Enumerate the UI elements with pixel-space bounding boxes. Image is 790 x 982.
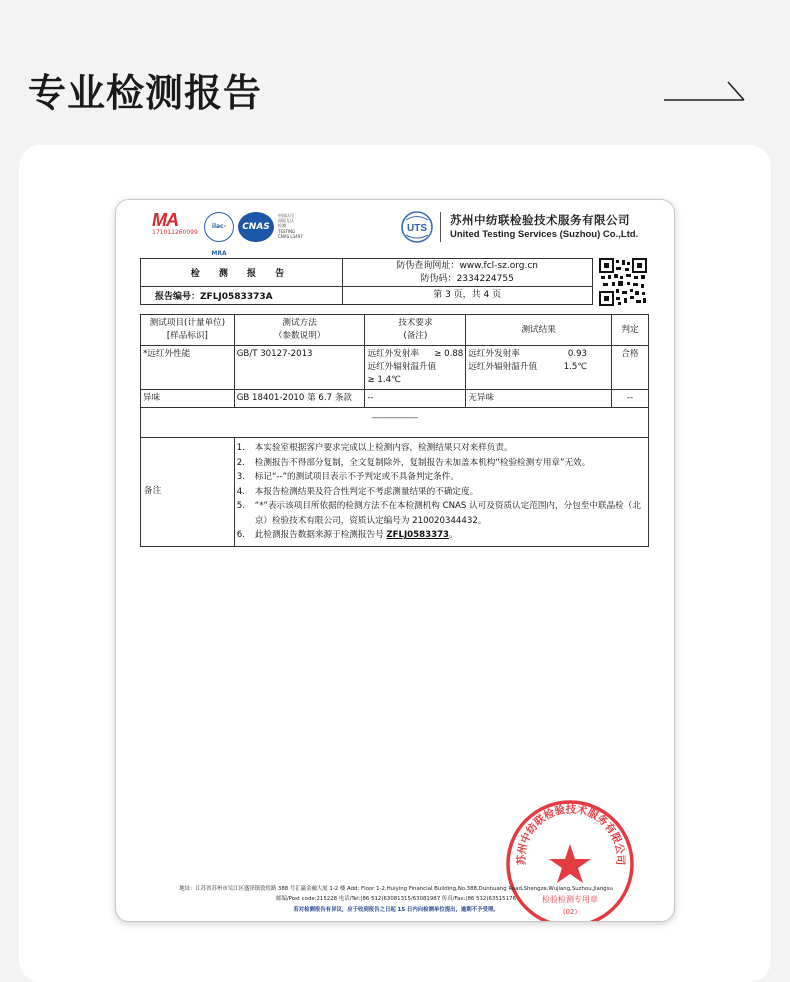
anti-fake-info: 防伪查询网址：www.fcl-sz.org.cn 防伪码：2334224755 — [342, 259, 592, 287]
certification-logos — [152, 210, 342, 257]
ilac-mra-logo: ilac-MRA — [204, 212, 234, 242]
report-title: 检 测 报 告 — [141, 259, 343, 287]
cnas-logo: CNAS — [238, 212, 274, 242]
table-row — [141, 390, 649, 408]
row-verdict: -- — [612, 390, 649, 408]
logo-separator — [440, 212, 441, 242]
arrow-right-icon[interactable] — [664, 78, 746, 104]
col-header-verdict: 判定 — [612, 315, 649, 346]
cnas-logo-text: 中国认可 国际互认 检测 TESTING CNAS L3497 — [278, 213, 303, 239]
svg-text:(02): (02) — [562, 908, 578, 916]
table-header-row — [141, 315, 649, 346]
test-results-table — [140, 314, 649, 547]
table-separator: —————— — [371, 413, 418, 423]
row-result: 无异味 — [466, 390, 612, 408]
footer-address: 地址：江苏省苏州市吴江区盛泽镇敦煌路 388 号汇赢金融大厦 1-2 楼 Add: Floor 1-2,Huiying Financial Building,No.388,Dunhuang Road,Shengze,Wujiang,Suzhou,Jiangsu — [179, 886, 613, 892]
page-info: 第 3 页，共 4 页 — [342, 287, 592, 305]
row-requirement: 远红外发射率 ≥ 0.88 远红外辐射温升值 ≥ 1.4℃ — [365, 346, 466, 390]
col-header-method: 测试方法 （参数说明） — [234, 315, 365, 346]
svg-text:UTS: UTS — [407, 223, 427, 234]
row-method: GB 18401-2010 第 6.7 条款 — [234, 390, 365, 408]
notes-label: 备注 — [141, 438, 235, 547]
col-header-requirement: 技术要求 (备注) — [365, 315, 466, 346]
col-header-result: 测试结果 — [466, 315, 612, 346]
official-seal-stamp — [504, 798, 636, 922]
row-verdict: 合格 — [612, 346, 649, 390]
company-name-en: United Testing Services (Suzhou) Co.,Ltd. — [450, 229, 639, 240]
table-row — [141, 346, 649, 390]
row-method: GB/T 30127-2013 — [234, 346, 365, 390]
row-item: *远红外性能 — [141, 346, 235, 390]
note-item: 2. 检测报告不得部分复制，全文复制除外，复制报告未加盖本机构“检验检测专用章”无效。 — [236, 457, 591, 468]
note-item: 6. 此检测报告数据来源于检测报告号 ZFLJ0583373。 — [236, 530, 458, 540]
separator-row — [141, 408, 649, 438]
col-header-item: 测试项目(计量单位) [样品标识] — [141, 315, 235, 346]
footer-contact: 邮编/Post code:215228 电话/Tel:(86 512)63081315/63081987 传真/Fax:(86 512)63515176 — [276, 896, 516, 902]
notes-row — [141, 438, 649, 547]
source-report-link[interactable]: ZFLJ0583373 — [386, 530, 450, 540]
uts-logo-icon — [400, 210, 434, 244]
row-result: 远红外发射率 0.93 远红外辐射温升值 1.5℃ — [466, 346, 612, 390]
company-name-cn: 苏州中纺联检验技术服务有限公司 — [450, 213, 630, 227]
row-requirement: -- — [365, 390, 466, 408]
report-number: 报告编号：ZFLJ0583373A — [141, 287, 343, 305]
note-item: 3. 标记“--”的测试项目表示不予判定或不具备判定条件。 — [236, 472, 459, 482]
note-item: 5. “*”表示该项目所依据的检测方法不在本检测机构 CNAS 认可及资质认定范围内，分包至中联晶检（北京）检验技术有限公司，资质认定编号为 210020344432。 — [236, 501, 641, 526]
report-document[interactable] — [115, 199, 675, 922]
row-item: 异味 — [141, 390, 235, 408]
cma-logo: MA 171011260099 — [152, 210, 198, 236]
note-item: 1. 本实验室根据客户要求完成以上检测内容，检测结果只对来样负责。 — [236, 443, 513, 453]
note-item: 4. 本报告检测结果及符合性判定不考虑测量结果的不确定度。 — [236, 486, 479, 497]
svg-text:检验检测专用章: 检验检测专用章 — [542, 895, 598, 904]
page-title: 专业检测报告 — [28, 71, 263, 115]
report-header-table — [140, 258, 649, 305]
notes-list — [234, 438, 648, 547]
qr-code-icon — [599, 258, 647, 306]
footer-notice: 若对检测报告有异议，应于收到报告之日起 15 日内向检测单位提出，逾期不予受理。 — [293, 907, 499, 913]
svg-text:苏州中纺联检验技术服务有限公司: 苏州中纺联检验技术服务有限公司 — [515, 803, 627, 866]
